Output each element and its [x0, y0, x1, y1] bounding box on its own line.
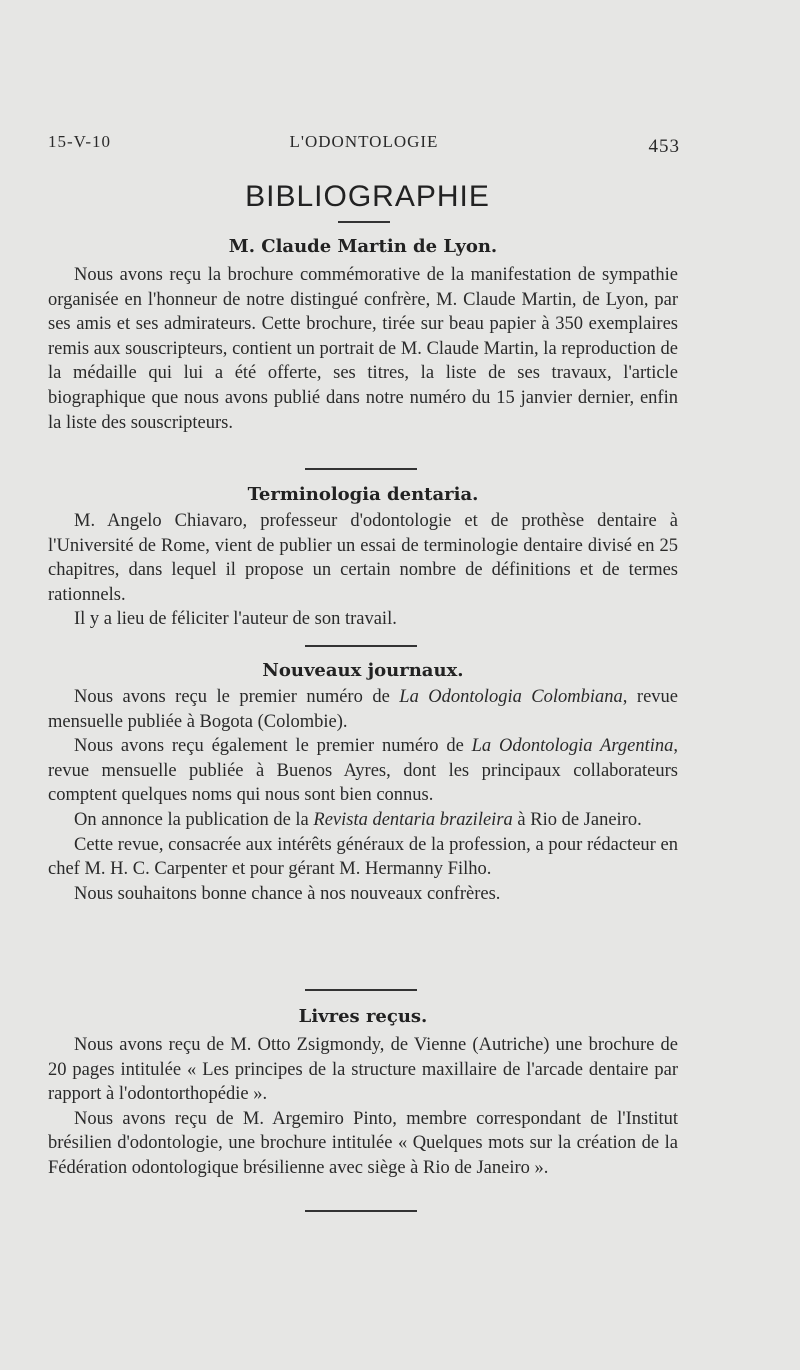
- paragraph: [48, 734, 678, 808]
- paragraph: Nous avons reçu la brochure commémorative de la manifestation de sympathie organisée en l'honneur de notre distingué confrère, M. Claude Martin, de Lyon, par ses amis et ses admirateurs. Cette brochure, tirée sur beau papier à 350 exemplaires remis aux souscripteurs, contient un portrait de M. Claude Martin, la reproduction de la médaille qui lui a été offerte, ses titres, la liste de ses travaux, l'article biographique que nous avons publié dans notre numéro du 15 janvier dernier, enfin la liste des souscripteurs.: [48, 265, 678, 433]
- paragraph: Il y a lieu de féliciter l'auteur de son travail.: [74, 609, 397, 630]
- paragraph: Nous avons reçu de M. Otto Zsigmondy, de Vienne (Autriche) une brochure de 20 pages intitulée « Les principes de la structure maxillaire de l'arcade dentaire par rapport à l'odontorthopédie ».: [48, 1035, 678, 1105]
- paragraph: [48, 685, 678, 734]
- section-heading: Nouveaux journaux.: [262, 660, 464, 681]
- section-heading: Livres reçus.: [298, 1006, 428, 1027]
- text-run: On annonce la publication de la: [74, 809, 314, 830]
- section-heading: M. Claude Martin de Lyon.: [228, 236, 498, 257]
- journal-name: La Odontologia Colombiana: [399, 687, 623, 707]
- section-divider: [305, 989, 417, 991]
- section-divider: [305, 645, 417, 647]
- section-divider: [305, 1210, 417, 1212]
- section-claude-martin: [48, 236, 678, 435]
- title-rule: [338, 221, 390, 223]
- section-terminologia: [48, 484, 678, 632]
- paragraph: [48, 808, 678, 833]
- text-run: à Rio de Janeiro.: [512, 809, 642, 830]
- issue-date: 15-V-10: [48, 132, 112, 151]
- paragraph: Nous avons reçu de M. Argemiro Pinto, membre correspondant de l'Institut brésilien d'odontologie, une brochure intitulée « Quelques mots sur la création de la Fédération odontologique brésilienne avec siège à Rio de Janeiro ».: [48, 1108, 678, 1178]
- text-run: , revue mensuelle publiée à Bogota (Colombie).: [48, 687, 678, 732]
- page-title: BIBLIOGRAPHIE: [245, 180, 490, 213]
- section-heading: Terminologia dentaria.: [247, 484, 479, 505]
- journal-name: Revista dentaria brazileira: [313, 809, 513, 830]
- section-nouveaux-journaux: [48, 660, 678, 906]
- page-number: 453: [648, 136, 680, 157]
- section-divider: [305, 468, 417, 470]
- text-run: Nous avons reçu le premier numéro de: [74, 687, 400, 707]
- paragraph: Nous souhaitons bonne chance à nos nouveaux confrères.: [74, 883, 501, 904]
- paragraph: Cette revue, consacrée aux intérêts généraux de la profession, a pour rédacteur en chef M. H. C. Carpenter et pour gérant M. Hermanny Filho.: [48, 834, 678, 880]
- journal-name: La Odontologia Argentina: [471, 736, 674, 757]
- running-head: [48, 132, 680, 156]
- journal-title: L'ODONTOLOGIE: [289, 132, 439, 151]
- paragraph: M. Angelo Chiavaro, professeur d'odontologie et de prothèse dentaire à l'Université de Rome, vient de publier un essai de terminologie dentaire divisé en 25 chapitres, dans lequel il propose un certain nombre de définitions et de termes rationnels.: [48, 511, 678, 605]
- text-run: , revue mensuelle publiée à Buenos Ayres, dont les principaux collaborateurs comptent quelques noms qui nous sont bien connus.: [48, 736, 678, 806]
- section-livres-recus: [48, 1006, 678, 1181]
- text-run: Nous avons reçu également le premier numéro de: [74, 736, 472, 757]
